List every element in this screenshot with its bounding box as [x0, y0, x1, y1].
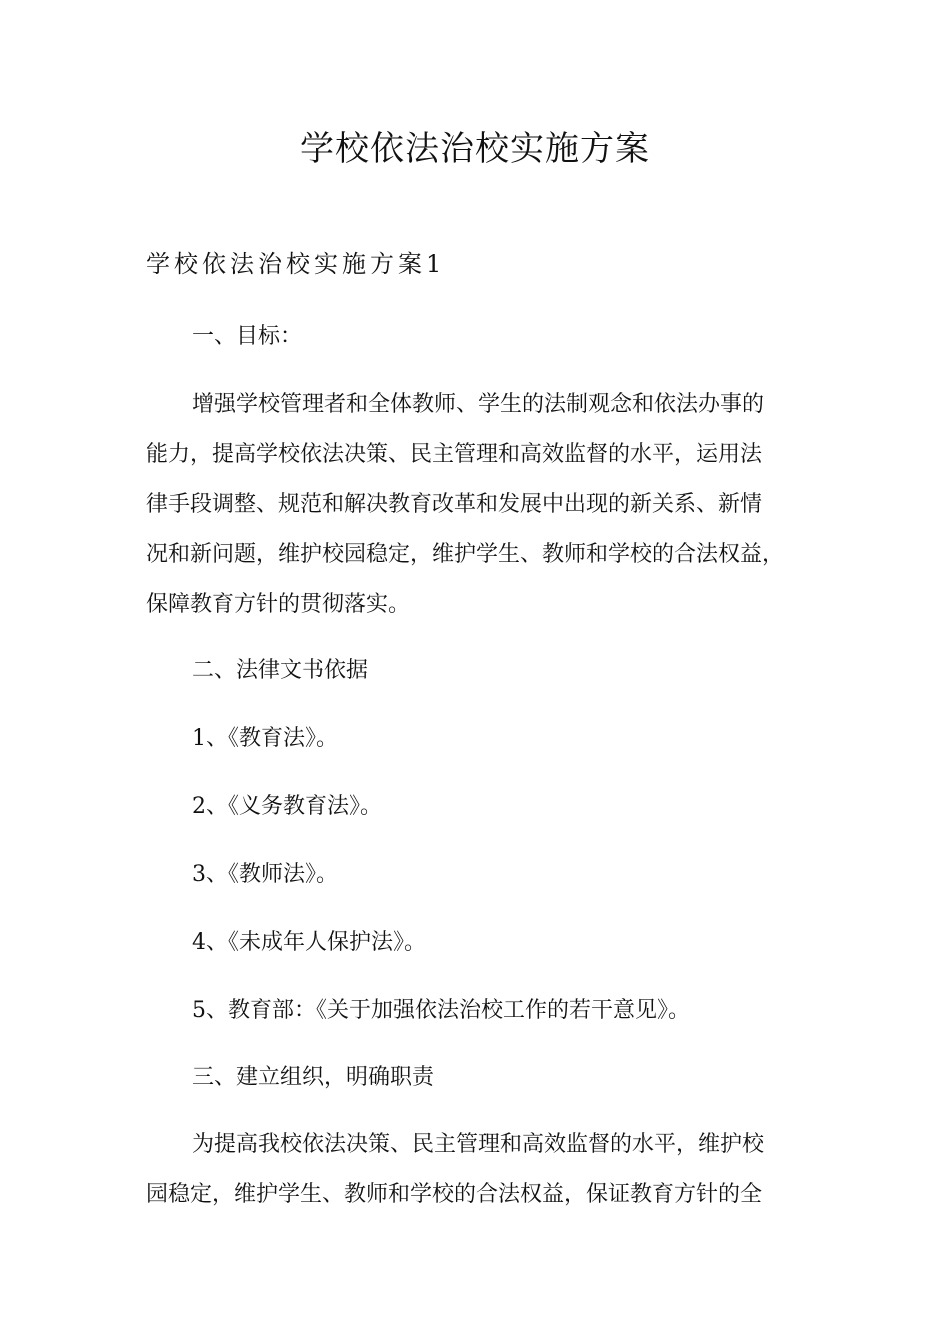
- paragraph-organization: [146, 1120, 810, 1220]
- paragraph-goal: [146, 380, 810, 630]
- document-subtitle: 学校依法治校实施方案1: [146, 250, 446, 278]
- section-heading-basis: 二、法律文书依据: [192, 658, 369, 683]
- paragraph-line: 能力，提高学校依法决策、民主管理和高效监督的水平，运用法: [146, 442, 763, 467]
- paragraph-line: 增强学校管理者和全体教师、学生的法制观念和依法办事的: [192, 392, 765, 417]
- list-item-law-5: 5、教育部：《关于加强依法治校工作的若干意见》。: [192, 998, 690, 1023]
- paragraph-line: 保障教育方针的贯彻落实。: [146, 592, 411, 617]
- list-item-law-2: 2、《义务教育法》。: [192, 794, 382, 819]
- paragraph-line: 为提高我校依法决策、民主管理和高效监督的水平，维护校: [192, 1132, 765, 1157]
- paragraph-line: 况和新问题，维护校园稳定，维护学生、教师和学校的合法权益，: [146, 542, 785, 567]
- section-heading-goal: 一、目标：: [192, 324, 303, 349]
- document-title: 学校依法治校实施方案: [300, 129, 650, 169]
- list-item-law-3: 3、《教师法》。: [192, 862, 338, 887]
- paragraph-line: 园稳定，维护学生、教师和学校的合法权益，保证教育方针的全: [146, 1182, 763, 1207]
- paragraph-line: 律手段调整、规范和解决教育改革和发展中出现的新关系、新情: [146, 492, 763, 517]
- list-item-law-1: 1、《教育法》。: [192, 726, 338, 751]
- list-item-law-4: 4、《未成年人保护法》。: [192, 930, 426, 955]
- section-heading-organization: 三、建立组织，明确职责: [192, 1065, 435, 1090]
